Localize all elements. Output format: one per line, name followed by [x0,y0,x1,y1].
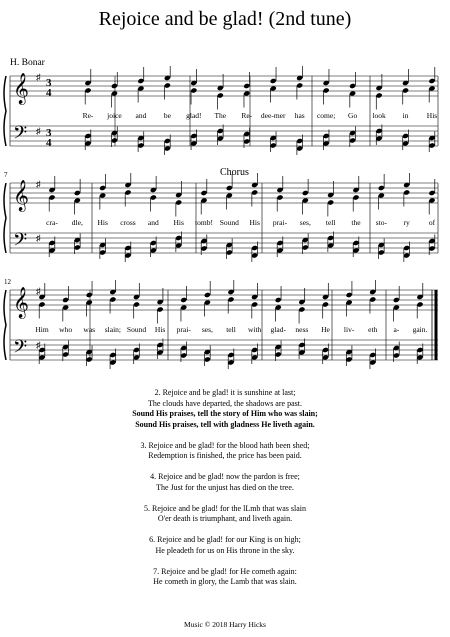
lyric-syllable: Him [35,325,49,334]
lyric-syllable: Re- [241,111,253,120]
verse-line: 2. Rejoice and be glad! it is sunshine at last; [154,388,296,397]
lyric-syllable: and [135,111,147,120]
svg-text:3: 3 [46,127,52,139]
lyric-syllable: eth [368,325,378,334]
svg-text:♯: ♯ [36,340,41,350]
page-title: Rejoice and be glad! (2nd tune) [98,8,352,30]
verse-line: He pleadeth for us on His throne in the sky. [155,545,295,555]
bass-clef-icon: 𝄢 [13,123,28,148]
music-system-1 [0,66,450,166]
verse-refrain-line: Sound His praises, tell with gladness He liveth again. [135,419,315,429]
lyricist-credit: H. Bonar [10,58,45,68]
lyric-syllable: His [173,218,184,227]
lyric-syllable: glad- [270,325,286,334]
svg-text:4: 4 [46,87,52,99]
verses-block [0,388,450,598]
lyrics-line-1 [0,111,450,123]
verse-3 [0,441,450,462]
lyric-syllable: prai- [272,218,288,227]
verse-5 [0,504,450,525]
lyric-syllable: has [294,111,305,120]
lyric-syllable: ry [403,218,410,227]
lyric-syllable: was [83,325,96,334]
music-system-2 [0,167,450,273]
lyric-syllable: glad! [186,111,202,120]
lyric-syllable: ses, [299,218,311,227]
verse-line: 4. Rejoice and be glad! now the pardon is free; [150,472,300,481]
measure-number: 7 [4,171,8,179]
lyric-syllable: ness [295,325,309,334]
lyric-syllable: dle, [71,218,83,227]
lyric-syllable: dee-mer [260,111,286,120]
svg-text:♯: ♯ [36,286,41,296]
lyric-syllable: His [426,111,438,120]
svg-text:3: 3 [46,77,52,89]
treble-clef-icon: 𝄞 [13,73,29,104]
verse-4 [0,472,450,493]
lyric-syllable: in [402,111,409,120]
svg-text:♯: ♯ [36,126,41,136]
lyric-syllable: cra- [46,218,58,227]
music-system-3 [0,280,450,380]
verse-7 [0,567,450,588]
lyric-syllable: tomb! [195,218,213,227]
bass-clef-icon: 𝄢 [13,337,28,362]
lyrics-line-2 [0,218,450,230]
lyric-syllable: tell [226,325,236,334]
lyric-syllable: gain. [412,325,428,334]
lyric-syllable: prai- [176,325,191,334]
lyric-syllable: slain; [104,325,121,334]
lyric-syllable: He [321,325,330,334]
verse-line: 7. Rejoice and be glad! for He cometh again: [153,566,297,576]
verse-line: 5. Rejoice and be glad! for the lLmb that was slain [144,503,306,513]
lyric-syllable: come; [316,111,336,120]
verse-line: 3. Rejoice and be glad! for the blood hath been shed; [140,440,310,450]
verse-line: He cometh in glory, the Lamb that was slain. [153,577,297,586]
lyric-syllable: the [351,218,361,227]
svg-text:♯: ♯ [36,72,41,82]
lyric-syllable: joice [107,111,122,120]
lyric-syllable: who [59,325,73,334]
lyric-syllable: His [154,325,166,334]
measure-number: 12 [4,278,11,286]
verse-line: O'er death is triumphant, and liveth again. [157,514,293,523]
verse-6 [0,535,450,556]
lyric-syllable: with [247,325,262,334]
lyric-syllable: Sound [126,325,147,334]
svg-text:4: 4 [46,137,52,149]
verse-line: 6. Rejoice and be glad! for our King is on high; [149,535,301,544]
lyric-syllable: His [249,218,260,227]
lyric-syllable: a- [393,325,400,334]
verse-line: Redemption is finished, the price has been paid. [148,451,302,460]
lyric-syllable: His [97,218,108,227]
verse-2 [0,388,450,430]
lyric-syllable: liv- [343,325,355,334]
lyric-syllable: and [147,218,159,227]
svg-text:♯: ♯ [36,233,41,243]
lyric-syllable: be [163,111,171,120]
lyric-syllable: tell [325,218,336,227]
verse-refrain-line: Sound His praises, tell the story of Him who was slain; [132,409,318,418]
lyric-syllable: Go [348,111,358,120]
verse-line: The Just for the unjust has died on the tree. [156,482,294,492]
svg-text:♯: ♯ [36,179,41,189]
lyric-syllable: The [214,111,227,120]
lyric-syllable: look [372,111,386,120]
lyric-syllable: Sound [219,218,239,227]
lyric-syllable: cross [120,218,136,227]
lyrics-line-3 [0,325,450,337]
copyright-footer: Music © 2018 Harry Hicks [184,620,266,629]
lyric-syllable: of [428,218,436,227]
chorus-label: Chorus [220,167,249,178]
treble-clef-icon: 𝄞 [13,287,29,318]
bass-clef-icon: 𝄢 [13,230,28,255]
lyric-syllable: sto- [375,218,387,227]
lyric-syllable: Re- [82,111,94,120]
verse-line: The clouds have departed, the shadows are past. [148,398,302,408]
treble-clef-icon: 𝄞 [13,180,29,211]
lyric-syllable: ses, [201,325,213,334]
